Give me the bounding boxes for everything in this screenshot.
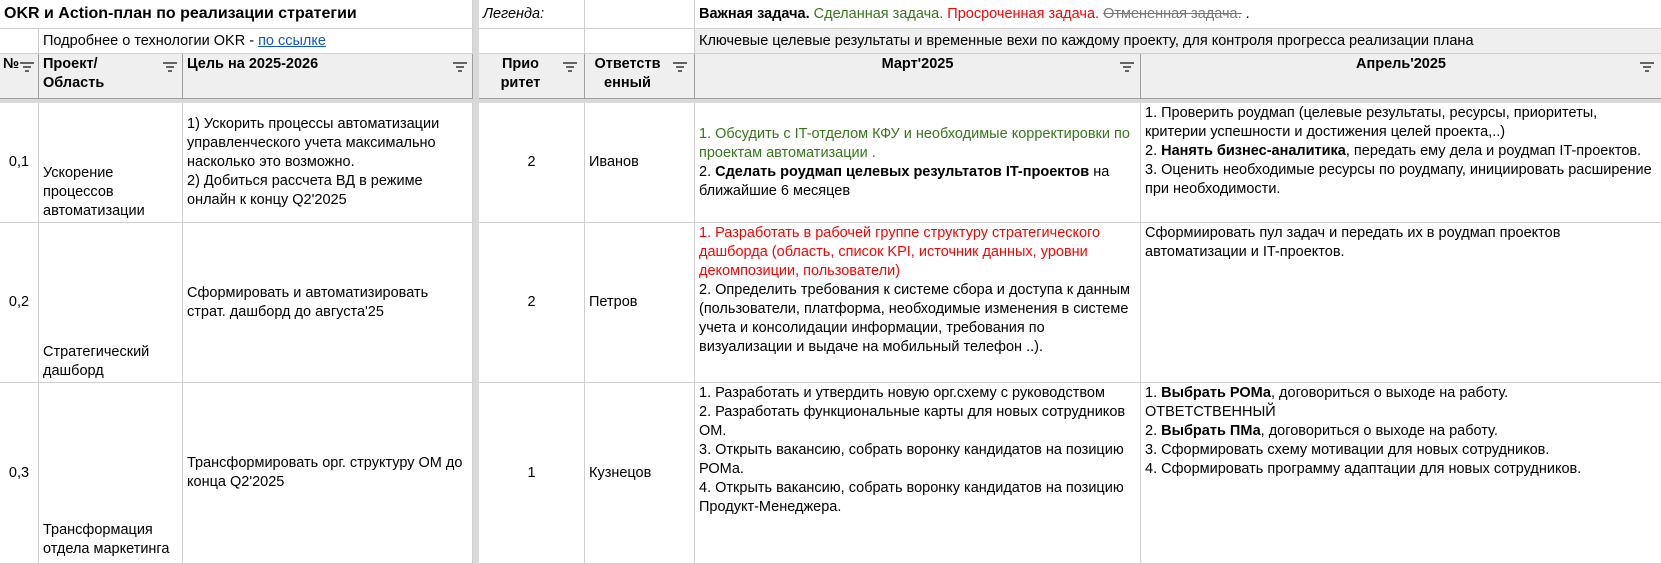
row2-april[interactable] [1141, 223, 1661, 383]
row3-goal-line1: Трансформировать орг. структуру ОМ до конца Q2'2025 [187, 455, 463, 490]
legend-label[interactable]: Легенда: [479, 0, 585, 29]
row1-april-task1: 1. Проверить роудмап (целевые результаты, ресурсы, приоритеты, критерии успешности и достижения целей проекта,..) [1145, 105, 1598, 140]
filter-icon[interactable] [673, 62, 687, 72]
row2-march-task1: 1. Разработать в рабочей группе структуру стратегического дашборда (область, список KPI, источник данных, уровни декомпозиции, пользователи) [699, 225, 1101, 279]
header-project[interactable] [39, 54, 183, 99]
header-march-label: Март'2025 [881, 56, 954, 72]
header-april-label: Апрель'2025 [1356, 56, 1446, 72]
row1-april-task3: 3. Оценить необходимые ресурсы по роудмапу, инициировать расширение при необходимости. [1145, 162, 1652, 197]
row3-april[interactable] [1141, 383, 1661, 564]
row2-legend-cell[interactable] [479, 29, 585, 54]
row3-april-task3: 3. Сформировать схему мотивации для новых сотрудников. [1145, 442, 1550, 458]
row2-num-cell[interactable] [0, 29, 39, 54]
row3-april-task2: 2. Выбрать ПМа, договориться о выходе на работу. [1145, 423, 1498, 439]
legend-done: Сделанная задача. [813, 6, 944, 22]
row1-goal-line1: 1) Ускорить процессы автоматизации управленческого учета максимально насколько это возможно. [187, 116, 440, 170]
legend-spacer[interactable] [585, 0, 695, 29]
filter-icon[interactable] [563, 62, 577, 72]
row1-num[interactable]: 0,1 [0, 103, 39, 223]
filter-icon[interactable] [20, 62, 34, 72]
frozen-column-divider [473, 0, 479, 564]
row1-april[interactable] [1141, 103, 1661, 223]
filter-icon[interactable] [163, 62, 177, 72]
sheet-title[interactable]: OKR и Action-план по реализации стратегии [0, 0, 473, 29]
row1-priority[interactable]: 2 [479, 103, 585, 223]
row2-project[interactable]: Стратегический дашборд [39, 223, 183, 383]
row3-april-task1: 1. Выбрать РОМа, договориться о выходе на работу. [1145, 385, 1509, 401]
row3-march-task4: 4. Открыть вакансию, собрать воронку кандидатов на позицию Продукт-Менеджера. [699, 480, 1124, 515]
legend-dot: . [1245, 6, 1250, 22]
legend[interactable] [695, 0, 1661, 29]
row3-march-task2: 2. Разработать функциональные карты для новых сотрудников ОМ. [699, 404, 1126, 439]
filter-icon[interactable] [1120, 62, 1134, 72]
row1-owner[interactable]: Иванов [585, 103, 695, 223]
legend-overdue: Просроченная задача. [947, 6, 1100, 22]
legend-important: Важная задача. [699, 6, 810, 22]
row2-march-task2: 2. Определить требования к системе сбора и доступа к данным (пользователи, платформа, необходимые изменения в системе учета и консолидации информации, требования по визуализации и выдаче на мобильный телефон ..). [699, 282, 1131, 355]
row2-march[interactable] [695, 223, 1141, 383]
header-march[interactable] [695, 54, 1141, 99]
okr-link[interactable]: по ссылке [258, 33, 326, 49]
row3-march-task1: 1. Разработать и утвердить новую орг.схему с руководством [699, 385, 1105, 401]
header-priority-label: Прио ритет [500, 56, 541, 91]
header-owner-label: Ответств енный [594, 56, 661, 91]
header-priority[interactable] [479, 54, 585, 99]
row1-goal-line2: 2) Добиться рассчета ВД в режиме онлайн к концу Q2'2025 [187, 173, 423, 208]
row3-march-task3: 3. Открыть вакансию, собрать воронку кандидатов на позицию РОМа. [699, 442, 1124, 477]
row1-march-task2: 2. Сделать роудмап целевых результатов IT-проектов на ближайшие 6 месяцев [699, 163, 1110, 199]
row1-march[interactable] [695, 103, 1141, 223]
row2-owner[interactable]: Петров [585, 223, 695, 383]
row2-priority[interactable]: 2 [479, 223, 585, 383]
row2-spacer[interactable] [585, 29, 695, 54]
row3-goal[interactable] [183, 383, 473, 564]
row2-num[interactable]: 0,2 [0, 223, 39, 383]
row1-march-task1: 1. Обсудить с IT-отделом КФУ и необходимые корректировки по проектам автоматизации . [699, 125, 1130, 161]
header-owner[interactable] [585, 54, 695, 99]
row3-april-task4: 4. Сформировать программу адаптации для новых сотрудников. [1145, 461, 1582, 477]
row3-num[interactable]: 0,3 [0, 383, 39, 564]
header-goal[interactable] [183, 54, 473, 99]
header-project-label: Проект/ Область [43, 56, 105, 91]
row3-april-task1-owner: ОТВЕТСТВЕННЫЙ [1145, 404, 1276, 420]
plan-subtitle[interactable]: Ключевые целевые результаты и временные вехи по каждому проекту, для контроля прогресса реализации плана [695, 29, 1661, 54]
row2-goal[interactable] [183, 223, 473, 383]
row2-goal-line1: Сформировать и автоматизировать страт. дашборд до августа'25 [187, 284, 429, 320]
row3-owner[interactable]: Кузнецов [585, 383, 695, 564]
row2-april-task1: Сформиировать пул задач и передать их в роудмап проектов автоматизации и IT-проектов. [1145, 225, 1561, 260]
okr-info[interactable] [39, 29, 473, 54]
filter-icon[interactable] [1640, 62, 1654, 72]
filter-icon[interactable] [453, 62, 467, 72]
legend-cancelled: Отмененная задача. [1103, 6, 1242, 22]
row3-march[interactable] [695, 383, 1141, 564]
row1-april-task2: 2. Нанять бизнес-аналитика, передать ему дела и роудмап IT-проектов. [1145, 143, 1642, 159]
okr-info-text: Подробнее о технологии OKR - [43, 33, 259, 49]
header-num[interactable] [0, 54, 39, 99]
header-april[interactable] [1141, 54, 1661, 99]
row1-project[interactable]: Ускорение процессов автоматизации [39, 103, 183, 223]
row3-project[interactable]: Трансформация отдела маркетинга [39, 383, 183, 564]
header-goal-label: Цель на 2025-2026 [187, 56, 319, 72]
row3-priority[interactable]: 1 [479, 383, 585, 564]
row1-goal[interactable] [183, 103, 473, 223]
header-num-label: № [3, 56, 20, 72]
